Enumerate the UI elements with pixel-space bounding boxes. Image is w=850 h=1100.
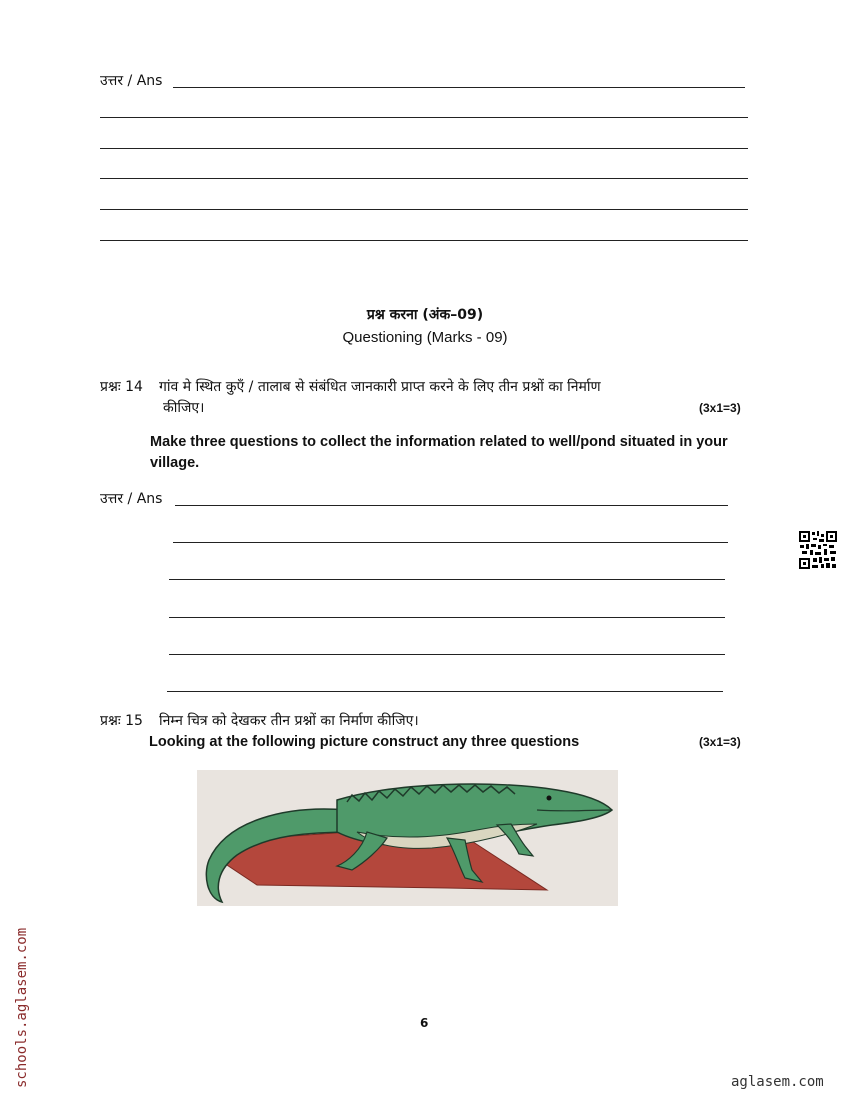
q14-text-hindi-line2: कीजिए। [163,400,205,416]
crocodile-icon [197,770,618,906]
section-title-english: Questioning (Marks - 09) [342,329,508,346]
q15-number: प्रश्नः 15 [100,713,143,729]
answer-line [100,240,748,241]
q14-marks: (3x1=3) [699,401,741,415]
q14-text-hindi-line1: गांव मे स्थित कुएँ / तालाब से संबंधित जानकारी प्राप्त करने के लिए तीन प्रश्नों का निर्माण [159,379,601,395]
side-watermark: schools.aglasem.com [14,927,30,1088]
section-title-hindi: प्रश्न करना (अंक–09) [366,307,484,323]
q15-text-hindi: निम्न चित्र को देखकर तीन प्रश्नों का निर्माण कीजिए। [159,713,419,729]
q14-answer-label: उत्तर / Ans [100,491,163,507]
answer-line [100,178,748,179]
page-number: 6 [420,1016,429,1030]
answer-line [169,654,725,655]
answer-line [169,579,725,580]
top-answer-label: उत्तर / Ans [100,73,163,89]
q15-text-english: Looking at the following picture construct any three questions [149,734,580,750]
answer-line [167,691,723,692]
qr-code-icon [798,530,838,570]
answer-line [175,505,728,506]
answer-line [173,87,745,88]
q14-text-english-line1: Make three questions to collect the information related to well/pond situated in your [150,434,728,450]
answer-line [173,542,728,543]
answer-line [169,617,725,618]
q14-text-english-line2: village. [150,455,200,471]
answer-line [100,209,748,210]
q14-number: प्रश्नः 14 [100,379,143,395]
answer-line [100,148,748,149]
answer-line [100,117,748,118]
q15-marks: (3x1=3) [699,735,741,749]
crocodile-picture [197,770,618,906]
bottom-watermark: aglasem.com [731,1074,824,1090]
